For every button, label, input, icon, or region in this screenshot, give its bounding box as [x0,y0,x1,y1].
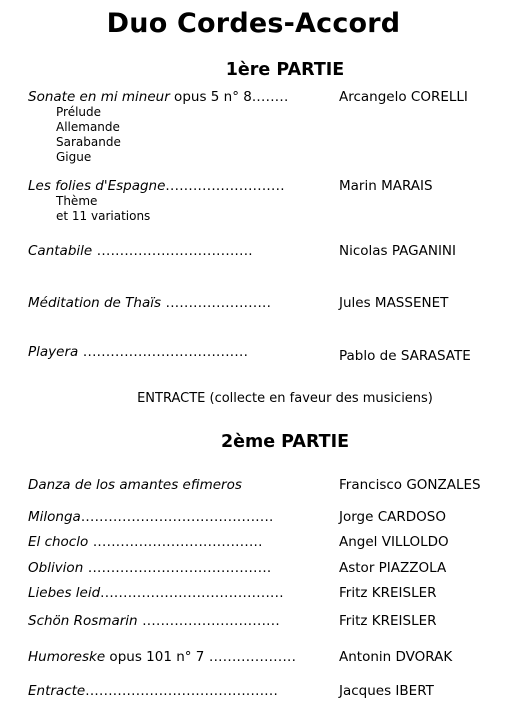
piece-title: Danza de los amantes efimeros [28,477,242,493]
piece-title: Liebes leid [28,585,101,601]
composer-name: Astor PIAZZOLA [339,560,447,576]
piece-title: Oblivion [28,560,84,576]
piece-title: Entracte [28,683,86,699]
movement-item: Gigue [56,150,92,164]
piece-opus: opus 101 n° 7 [105,649,205,665]
piece-title-line [28,613,280,629]
leader-dots: ........................................ [83,560,272,576]
intermission-note: ENTRACTE (collecte en faveur des musiciens) [137,391,433,406]
composer-name: Jorge CARDOSO [339,509,446,525]
composer-name: Jacques IBERT [339,683,434,699]
composer-name: Fritz KREISLER [339,585,437,601]
piece-title-line [28,243,253,259]
piece-title-line [28,534,263,550]
piece-title-line [28,344,248,360]
composer-name: Francisco GONZALES [339,477,481,493]
composer-name: Fritz KREISLER [339,613,437,629]
program-title: Duo Cordes-Accord [106,8,401,39]
composer-name: Jules MASSENET [339,295,449,311]
piece-title: Playera [28,344,79,360]
movement-item: Prélude [56,105,102,119]
leader-dots: ........................................ [100,585,284,601]
composer-name: Nicolas PAGANINI [339,243,457,259]
piece-title-line [28,683,278,699]
piece-title-line [28,560,272,576]
piece-title-line [28,477,242,493]
movement-item: Thème [56,194,98,208]
composer-name: Marin MARAIS [339,178,433,194]
piece-title: El choclo [28,534,89,550]
composer-name: Arcangelo CORELLI [339,89,468,105]
leader-dots: .................................... [78,344,249,360]
leader-dots: .......................... [165,178,285,194]
leader-dots: ..................................... [88,534,263,550]
piece-title-line [28,178,285,194]
leader-dots: .............................. [137,613,280,629]
leader-dots: ....................... [161,295,272,311]
leader-dots: ................... [204,649,297,665]
piece-title-line [28,585,284,601]
piece-title: Cantabile [28,243,93,259]
piece-title: Humoreske [28,649,106,665]
leader-dots: .......................................... [80,509,274,525]
piece-title-line [28,295,271,311]
part-1-heading: 1ère PARTIE [225,60,345,80]
composer-name: Antonin DVORAK [339,649,453,665]
piece-title: Méditation de Thaïs [28,295,162,311]
part-2-heading: 2ème PARTIE [220,432,350,452]
movement-item: et 11 variations [56,209,151,223]
piece-title-line [28,89,289,105]
leader-dots: .......................................... [85,683,279,699]
movement-item: Allemande [56,120,120,134]
piece-title: Sonate en mi mineur [28,89,170,105]
leader-dots: ........ [251,89,289,105]
piece-title-line [28,509,274,525]
piece-title: Les folies d'Espagne [28,178,166,194]
piece-title-line [28,649,296,665]
piece-title: Schön Rosmarin [28,613,138,629]
composer-name: Angel VILLOLDO [339,534,449,550]
composer-name: Pablo de SARASATE [339,348,471,364]
piece-title: Milonga [28,509,81,525]
piece-opus: opus 5 n° 8 [169,89,252,105]
movement-item: Sarabande [56,135,121,149]
leader-dots: .................................. [92,243,253,259]
